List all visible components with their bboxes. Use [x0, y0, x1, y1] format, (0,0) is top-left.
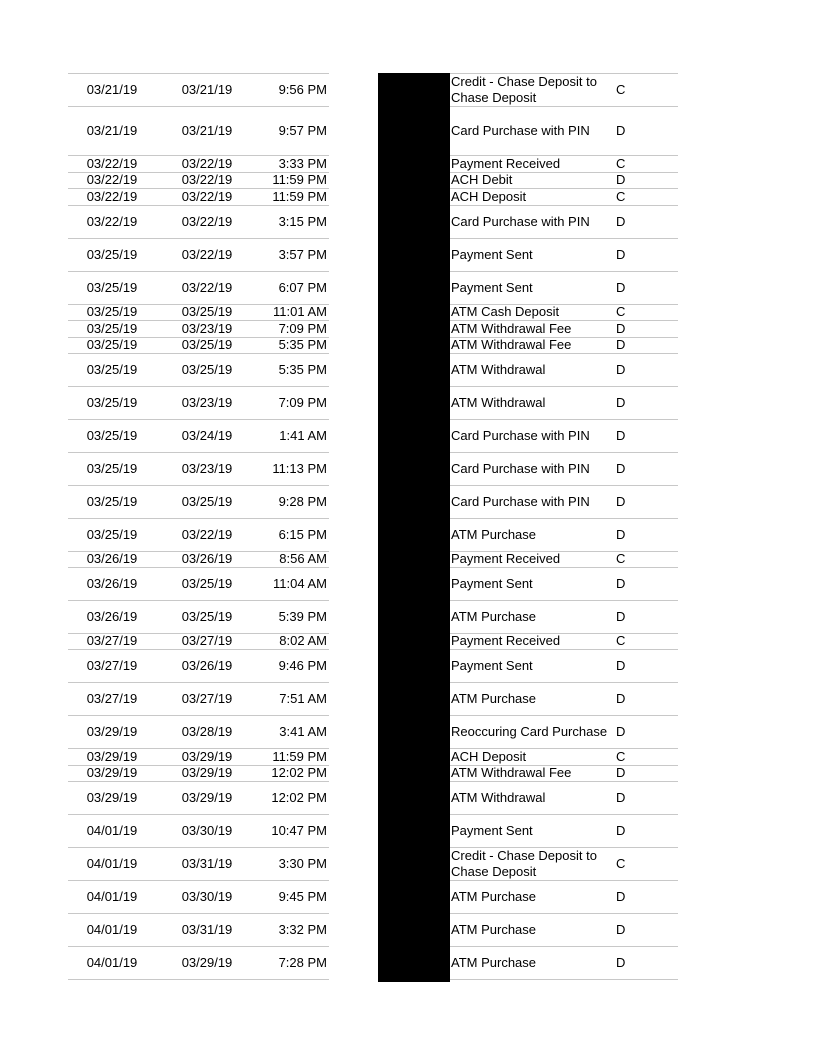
row-divider — [68, 600, 329, 601]
posting-date: 03/26/19 — [86, 551, 138, 566]
posting-date: 04/01/19 — [86, 955, 138, 970]
time: 9:57 PM — [278, 123, 327, 138]
type: D — [616, 123, 626, 138]
type: C — [616, 304, 626, 319]
transaction-date: 03/22/19 — [181, 172, 233, 187]
row-divider — [450, 946, 678, 947]
posting-date: 03/25/19 — [86, 527, 138, 542]
description: ATM Withdrawal Fee — [451, 321, 572, 336]
row-divider — [68, 106, 329, 107]
time: 8:02 AM — [279, 633, 327, 648]
posting-date: 03/25/19 — [86, 395, 138, 410]
type: C — [616, 189, 626, 204]
transaction-date: 03/25/19 — [181, 304, 233, 319]
type: D — [616, 172, 626, 187]
time: 7:28 PM — [278, 955, 327, 970]
description: Card Purchase with PIN — [451, 428, 590, 443]
transaction-date: 03/24/19 — [181, 428, 233, 443]
transaction-date: 03/22/19 — [181, 247, 233, 262]
type: D — [616, 765, 626, 780]
description: Payment Sent — [451, 247, 533, 262]
time: 5:35 PM — [278, 362, 327, 377]
description: ATM Cash Deposit — [451, 304, 560, 319]
posting-date: 03/27/19 — [86, 633, 138, 648]
row-divider — [450, 353, 678, 354]
description: Card Purchase with PIN — [451, 123, 590, 138]
type: D — [616, 724, 626, 739]
description: ATM Purchase — [451, 955, 537, 970]
description: Credit - Chase Deposit to Chase Deposit — [451, 74, 597, 105]
description: Payment Received — [451, 633, 561, 648]
type: D — [616, 395, 626, 410]
description: ACH Debit — [451, 172, 513, 187]
posting-date: 03/29/19 — [86, 749, 138, 764]
transaction-date: 03/25/19 — [181, 494, 233, 509]
row-divider — [450, 386, 678, 387]
transaction-date: 03/25/19 — [181, 337, 233, 352]
type: D — [616, 823, 626, 838]
posting-date: 03/22/19 — [86, 172, 138, 187]
description: Reoccuring Card Purchase — [451, 724, 608, 739]
time: 3:15 PM — [278, 214, 327, 229]
transaction-date: 03/28/19 — [181, 724, 233, 739]
description: Credit - Chase Deposit to Chase Deposit — [451, 848, 597, 879]
transaction-date: 03/23/19 — [181, 395, 233, 410]
time: 3:30 PM — [278, 856, 327, 871]
row-divider — [450, 880, 678, 881]
transaction-date: 03/31/19 — [181, 856, 233, 871]
posting-date: 03/27/19 — [86, 658, 138, 673]
description: ATM Withdrawal Fee — [451, 765, 572, 780]
transaction-date: 03/25/19 — [181, 362, 233, 377]
time: 11:59 PM — [272, 189, 327, 204]
posting-date: 03/25/19 — [86, 494, 138, 509]
type: D — [616, 494, 626, 509]
type: D — [616, 527, 626, 542]
transaction-date: 03/27/19 — [181, 691, 233, 706]
posting-date: 03/25/19 — [86, 362, 138, 377]
row-divider — [68, 485, 329, 486]
posting-date: 03/22/19 — [86, 189, 138, 204]
type: C — [616, 156, 626, 171]
transaction-date: 03/30/19 — [181, 889, 233, 904]
type: D — [616, 337, 626, 352]
time: 5:35 PM — [278, 337, 327, 352]
time: 3:32 PM — [278, 922, 327, 937]
type: D — [616, 214, 626, 229]
time: 7:51 AM — [279, 691, 327, 706]
row-divider — [450, 814, 678, 815]
description: ACH Deposit — [451, 189, 527, 204]
transaction-date: 03/22/19 — [181, 214, 233, 229]
row-divider — [68, 419, 329, 420]
time: 9:46 PM — [278, 658, 327, 673]
description: Payment Sent — [451, 658, 533, 673]
description: Card Purchase with PIN — [451, 214, 590, 229]
transaction-date: 03/21/19 — [181, 123, 233, 138]
row-divider — [68, 73, 329, 74]
transaction-date: 03/23/19 — [181, 321, 233, 336]
posting-date: 04/01/19 — [86, 922, 138, 937]
posting-date: 03/22/19 — [86, 156, 138, 171]
type: D — [616, 247, 626, 262]
type: C — [616, 633, 626, 648]
posting-date: 03/29/19 — [86, 790, 138, 805]
posting-date: 03/25/19 — [86, 428, 138, 443]
row-divider — [68, 979, 329, 980]
time: 9:28 PM — [278, 494, 327, 509]
type: D — [616, 609, 626, 624]
type: D — [616, 955, 626, 970]
posting-date: 03/29/19 — [86, 765, 138, 780]
posting-date: 03/26/19 — [86, 609, 138, 624]
description: ATM Purchase — [451, 889, 537, 904]
row-divider — [450, 271, 678, 272]
posting-date: 03/25/19 — [86, 280, 138, 295]
type: D — [616, 321, 626, 336]
time: 7:09 PM — [278, 395, 327, 410]
type: C — [616, 749, 626, 764]
posting-date: 03/25/19 — [86, 304, 138, 319]
time: 10:47 PM — [271, 823, 327, 838]
transaction-date: 03/22/19 — [181, 156, 233, 171]
type: D — [616, 576, 626, 591]
transaction-date: 03/27/19 — [181, 633, 233, 648]
type: D — [616, 280, 626, 295]
row-divider — [450, 238, 678, 239]
type: D — [616, 790, 626, 805]
time: 12:02 PM — [271, 765, 327, 780]
transaction-date: 03/23/19 — [181, 461, 233, 476]
row-divider — [68, 205, 329, 206]
transaction-date: 03/22/19 — [181, 280, 233, 295]
time: 3:41 AM — [279, 724, 327, 739]
row-divider — [450, 715, 678, 716]
row-divider — [68, 847, 329, 848]
row-divider — [450, 781, 678, 782]
row-divider — [68, 913, 329, 914]
description: Payment Received — [451, 156, 561, 171]
row-divider — [450, 419, 678, 420]
row-divider — [68, 649, 329, 650]
time: 9:45 PM — [278, 889, 327, 904]
time: 11:04 AM — [273, 576, 327, 591]
transaction-date: 03/29/19 — [181, 749, 233, 764]
transaction-date: 03/25/19 — [181, 576, 233, 591]
transaction-date: 03/26/19 — [181, 658, 233, 673]
row-divider — [68, 946, 329, 947]
description: ATM Purchase — [451, 609, 537, 624]
description: ATM Withdrawal — [451, 790, 546, 805]
transaction-date: 03/22/19 — [181, 189, 233, 204]
row-divider — [450, 106, 678, 107]
transaction-date: 03/22/19 — [181, 527, 233, 542]
row-divider — [450, 913, 678, 914]
time: 11:13 PM — [272, 461, 327, 476]
description: ATM Purchase — [451, 527, 537, 542]
row-divider — [450, 600, 678, 601]
description: ACH Deposit — [451, 749, 527, 764]
row-divider — [450, 682, 678, 683]
posting-date: 03/22/19 — [86, 214, 138, 229]
time: 6:15 PM — [278, 527, 327, 542]
posting-date: 03/21/19 — [86, 82, 138, 97]
transaction-date: 03/29/19 — [181, 790, 233, 805]
posting-date: 03/21/19 — [86, 123, 138, 138]
time: 7:09 PM — [278, 321, 327, 336]
row-divider — [450, 518, 678, 519]
posting-date: 03/27/19 — [86, 691, 138, 706]
type: C — [616, 856, 626, 871]
transaction-date: 03/25/19 — [181, 609, 233, 624]
row-divider — [68, 682, 329, 683]
transaction-date: 03/31/19 — [181, 922, 233, 937]
transaction-date: 03/26/19 — [181, 551, 233, 566]
description: Payment Sent — [451, 280, 533, 295]
type: C — [616, 82, 626, 97]
posting-date: 03/25/19 — [86, 321, 138, 336]
posting-date: 03/29/19 — [86, 724, 138, 739]
row-divider — [68, 781, 329, 782]
row-divider — [68, 567, 329, 568]
posting-date: 04/01/19 — [86, 823, 138, 838]
posting-date: 03/26/19 — [86, 576, 138, 591]
type: D — [616, 658, 626, 673]
description: ATM Withdrawal — [451, 362, 546, 377]
row-divider — [68, 386, 329, 387]
row-divider — [68, 452, 329, 453]
description: Card Purchase with PIN — [451, 494, 590, 509]
row-divider — [68, 814, 329, 815]
transaction-date: 03/30/19 — [181, 823, 233, 838]
posting-date: 03/25/19 — [86, 247, 138, 262]
posting-date: 03/25/19 — [86, 337, 138, 352]
row-divider — [68, 715, 329, 716]
row-divider — [450, 485, 678, 486]
transaction-date: 03/21/19 — [181, 82, 233, 97]
type: D — [616, 922, 626, 937]
time: 3:33 PM — [278, 156, 327, 171]
transaction-date: 03/29/19 — [181, 955, 233, 970]
row-divider — [450, 649, 678, 650]
description: Payment Received — [451, 551, 561, 566]
row-divider — [450, 567, 678, 568]
time: 11:01 AM — [273, 304, 327, 319]
time: 3:57 PM — [278, 247, 327, 262]
description: Payment Sent — [451, 576, 533, 591]
time: 6:07 PM — [278, 280, 327, 295]
type: D — [616, 428, 626, 443]
posting-date: 04/01/19 — [86, 889, 138, 904]
type: D — [616, 691, 626, 706]
description: ATM Purchase — [451, 691, 537, 706]
time: 12:02 PM — [271, 790, 327, 805]
description: ATM Withdrawal Fee — [451, 337, 572, 352]
row-divider — [68, 353, 329, 354]
time: 11:59 PM — [272, 172, 327, 187]
redaction-block — [378, 73, 450, 982]
type: D — [616, 362, 626, 377]
time: 1:41 AM — [279, 428, 327, 443]
transaction-date: 03/29/19 — [181, 765, 233, 780]
row-divider — [68, 238, 329, 239]
time: 9:56 PM — [278, 82, 327, 97]
row-divider — [68, 518, 329, 519]
time: 5:39 PM — [278, 609, 327, 624]
row-divider — [450, 979, 678, 980]
description: ATM Withdrawal — [451, 395, 546, 410]
time: 11:59 PM — [272, 749, 327, 764]
row-divider — [68, 271, 329, 272]
description: ATM Purchase — [451, 922, 537, 937]
type: D — [616, 889, 626, 904]
type: C — [616, 551, 626, 566]
time: 8:56 AM — [279, 551, 327, 566]
description: Card Purchase with PIN — [451, 461, 590, 476]
row-divider — [450, 452, 678, 453]
posting-date: 04/01/19 — [86, 856, 138, 871]
description: Payment Sent — [451, 823, 533, 838]
posting-date: 03/25/19 — [86, 461, 138, 476]
row-divider — [68, 880, 329, 881]
type: D — [616, 461, 626, 476]
row-divider — [450, 205, 678, 206]
